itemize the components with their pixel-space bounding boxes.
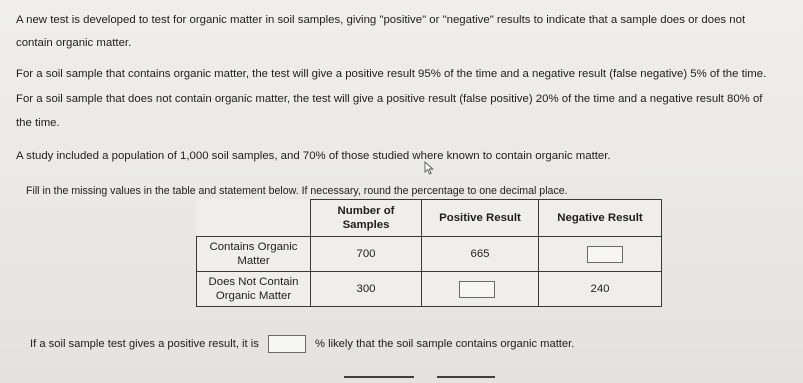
cell-contains-number: 700 [311,237,422,272]
table-header-number: Number of Samples [311,200,422,237]
cell-contains-negative [539,237,662,272]
data-table [196,199,662,307]
answer-input-not-contains-positive[interactable] [459,281,495,298]
problem-text-line-1-cont: contain organic matter. [16,37,132,49]
cell-contains-positive: 665 [422,237,539,272]
table-header-row [197,200,662,237]
row-label-contains: Contains Organic Matter [197,237,311,272]
mouse-pointer-icon [424,161,434,175]
table-header-negative: Negative Result [539,200,662,237]
problem-text-line-4: A study included a population of 1,000 soil samples, and 70% of those studied where known to contain organic matter. [16,150,611,162]
answer-input-percentage[interactable] [268,335,306,353]
statement-text-before: If a soil sample test gives a positive result, it is [30,337,259,350]
problem-text-line-1: A new test is developed to test for organic matter in soil samples, giving "positive" or "negative" results to indicate that a sample does or does not [16,14,746,26]
answer-input-contains-negative[interactable] [587,246,623,263]
problem-text-line-3-cont: the time. [16,117,60,129]
statement-text-after: % likely that the soil sample contains organic matter. [315,337,575,350]
divider-line [344,376,414,378]
table-row [197,272,662,307]
problem-text-line-3: For a soil sample that does not contain organic matter, the test will give a positive result (false positive) 20% of the time and a negative result 80% of [16,93,763,105]
table-header-blank [197,200,311,237]
problem-text-line-2: For a soil sample that contains organic matter, the test will give a positive result 95% of the time and a negative result (false negative) 5% of the time. [16,68,767,80]
cell-not-contains-number: 300 [311,272,422,307]
divider-line [437,376,495,378]
cell-not-contains-negative: 240 [539,272,662,307]
row-label-not-contains: Does Not Contain Organic Matter [197,272,311,307]
cell-not-contains-positive [422,272,539,307]
table-row [197,237,662,272]
instruction-text: Fill in the missing values in the table and statement below. If necessary, round the percentage to one decimal place. [26,185,568,197]
table-header-positive: Positive Result [422,200,539,237]
final-statement [30,335,574,353]
